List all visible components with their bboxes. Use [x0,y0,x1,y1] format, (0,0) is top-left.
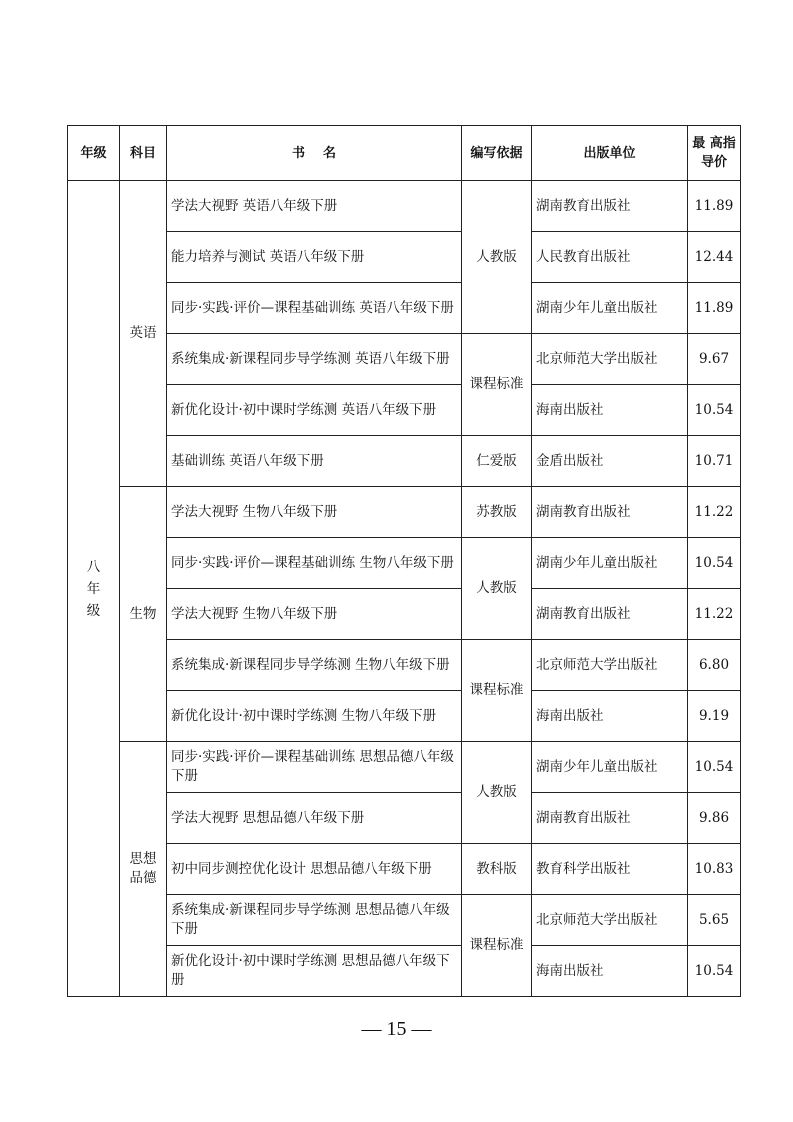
table-row [68,793,741,844]
table-row [68,232,741,283]
price-cell: 11.22 [688,487,741,538]
book-title: 学法大视野 英语八年级下册 [167,181,462,232]
basis-cell: 课程标准 [462,334,532,436]
header-title: 书 名 [167,126,462,181]
book-title: 学法大视野 思想品德八年级下册 [167,793,462,844]
publisher-cell: 海南出版社 [532,691,688,742]
price-cell: 10.54 [688,385,741,436]
price-cell: 12.44 [688,232,741,283]
publisher-cell: 北京师范大学出版社 [532,334,688,385]
table-row [68,181,741,232]
subject-label: 思想品德 [129,851,157,886]
book-title: 新优化设计·初中课时学练测 生物八年级下册 [167,691,462,742]
header-subject: 科目 [120,126,167,181]
price-cell: 10.54 [688,538,741,589]
book-title: 新优化设计·初中课时学练测 英语八年级下册 [167,385,462,436]
publisher-cell: 海南出版社 [532,385,688,436]
basis-cell: 人教版 [462,742,532,844]
basis-cell: 苏教版 [462,487,532,538]
table-row [68,538,741,589]
textbook-price-table [67,125,741,997]
book-title: 同步·实践·评价—课程基础训练 生物八年级下册 [167,538,462,589]
publisher-cell: 湖南少年儿童出版社 [532,283,688,334]
book-title: 新优化设计·初中课时学练测 思想品德八年级下册 [167,946,462,997]
basis-cell: 课程标准 [462,640,532,742]
table-row [68,640,741,691]
publisher-cell: 海南出版社 [532,946,688,997]
header-grade: 年级 [68,126,120,181]
publisher-cell: 湖南教育出版社 [532,589,688,640]
publisher-cell: 金盾出版社 [532,436,688,487]
table-row [68,487,741,538]
publisher-cell: 湖南教育出版社 [532,793,688,844]
price-cell: 10.54 [688,946,741,997]
price-cell: 6.80 [688,640,741,691]
header-publisher: 出版单位 [532,126,688,181]
grade-cell [68,181,120,997]
basis-cell: 人教版 [462,181,532,334]
subject-cell: 英语 [120,181,167,487]
header-basis: 编写依据 [462,126,532,181]
publisher-cell: 北京师范大学出版社 [532,640,688,691]
table-row [68,436,741,487]
table-row [68,844,741,895]
book-title: 系统集成·新课程同步导学练测 英语八年级下册 [167,334,462,385]
table-row [68,283,741,334]
table-row [68,895,741,946]
book-title: 学法大视野 生物八年级下册 [167,589,462,640]
book-title: 系统集成·新课程同步导学练测 生物八年级下册 [167,640,462,691]
basis-cell: 教科版 [462,844,532,895]
table-row [68,946,741,997]
header-row [68,126,741,181]
basis-cell: 课程标准 [462,895,532,997]
book-title: 学法大视野 生物八年级下册 [167,487,462,538]
publisher-cell: 教育科学出版社 [532,844,688,895]
table-row [68,742,741,793]
basis-cell: 仁爱版 [462,436,532,487]
table-row [68,334,741,385]
publisher-cell: 北京师范大学出版社 [532,895,688,946]
book-title: 同步·实践·评价—课程基础训练 思想品德八年级下册 [167,742,462,793]
basis-cell: 人教版 [462,538,532,640]
price-cell: 11.89 [688,283,741,334]
publisher-cell: 湖南少年儿童出版社 [532,538,688,589]
publisher-cell: 湖南教育出版社 [532,181,688,232]
grade-label: 八年级 [86,558,101,619]
price-cell: 11.22 [688,589,741,640]
page-number: — 15 — [361,1018,432,1040]
book-title: 初中同步测控优化设计 思想品德八年级下册 [167,844,462,895]
book-title: 能力培养与测试 英语八年级下册 [167,232,462,283]
subject-cell [120,742,167,997]
price-cell: 9.86 [688,793,741,844]
book-title: 基础训练 英语八年级下册 [167,436,462,487]
price-cell: 11.89 [688,181,741,232]
publisher-cell: 湖南教育出版社 [532,487,688,538]
book-title: 同步·实践·评价—课程基础训练 英语八年级下册 [167,283,462,334]
subject-cell: 生物 [120,487,167,742]
publisher-cell: 湖南少年儿童出版社 [532,742,688,793]
price-cell: 5.65 [688,895,741,946]
table-row [68,589,741,640]
table-row [68,691,741,742]
price-cell: 9.67 [688,334,741,385]
price-cell: 10.83 [688,844,741,895]
publisher-cell: 人民教育出版社 [532,232,688,283]
table-row [68,385,741,436]
price-cell: 9.19 [688,691,741,742]
price-cell: 10.71 [688,436,741,487]
header-price: 最 高指导价 [688,126,741,181]
book-title: 系统集成·新课程同步导学练测 思想品德八年级下册 [167,895,462,946]
price-cell: 10.54 [688,742,741,793]
